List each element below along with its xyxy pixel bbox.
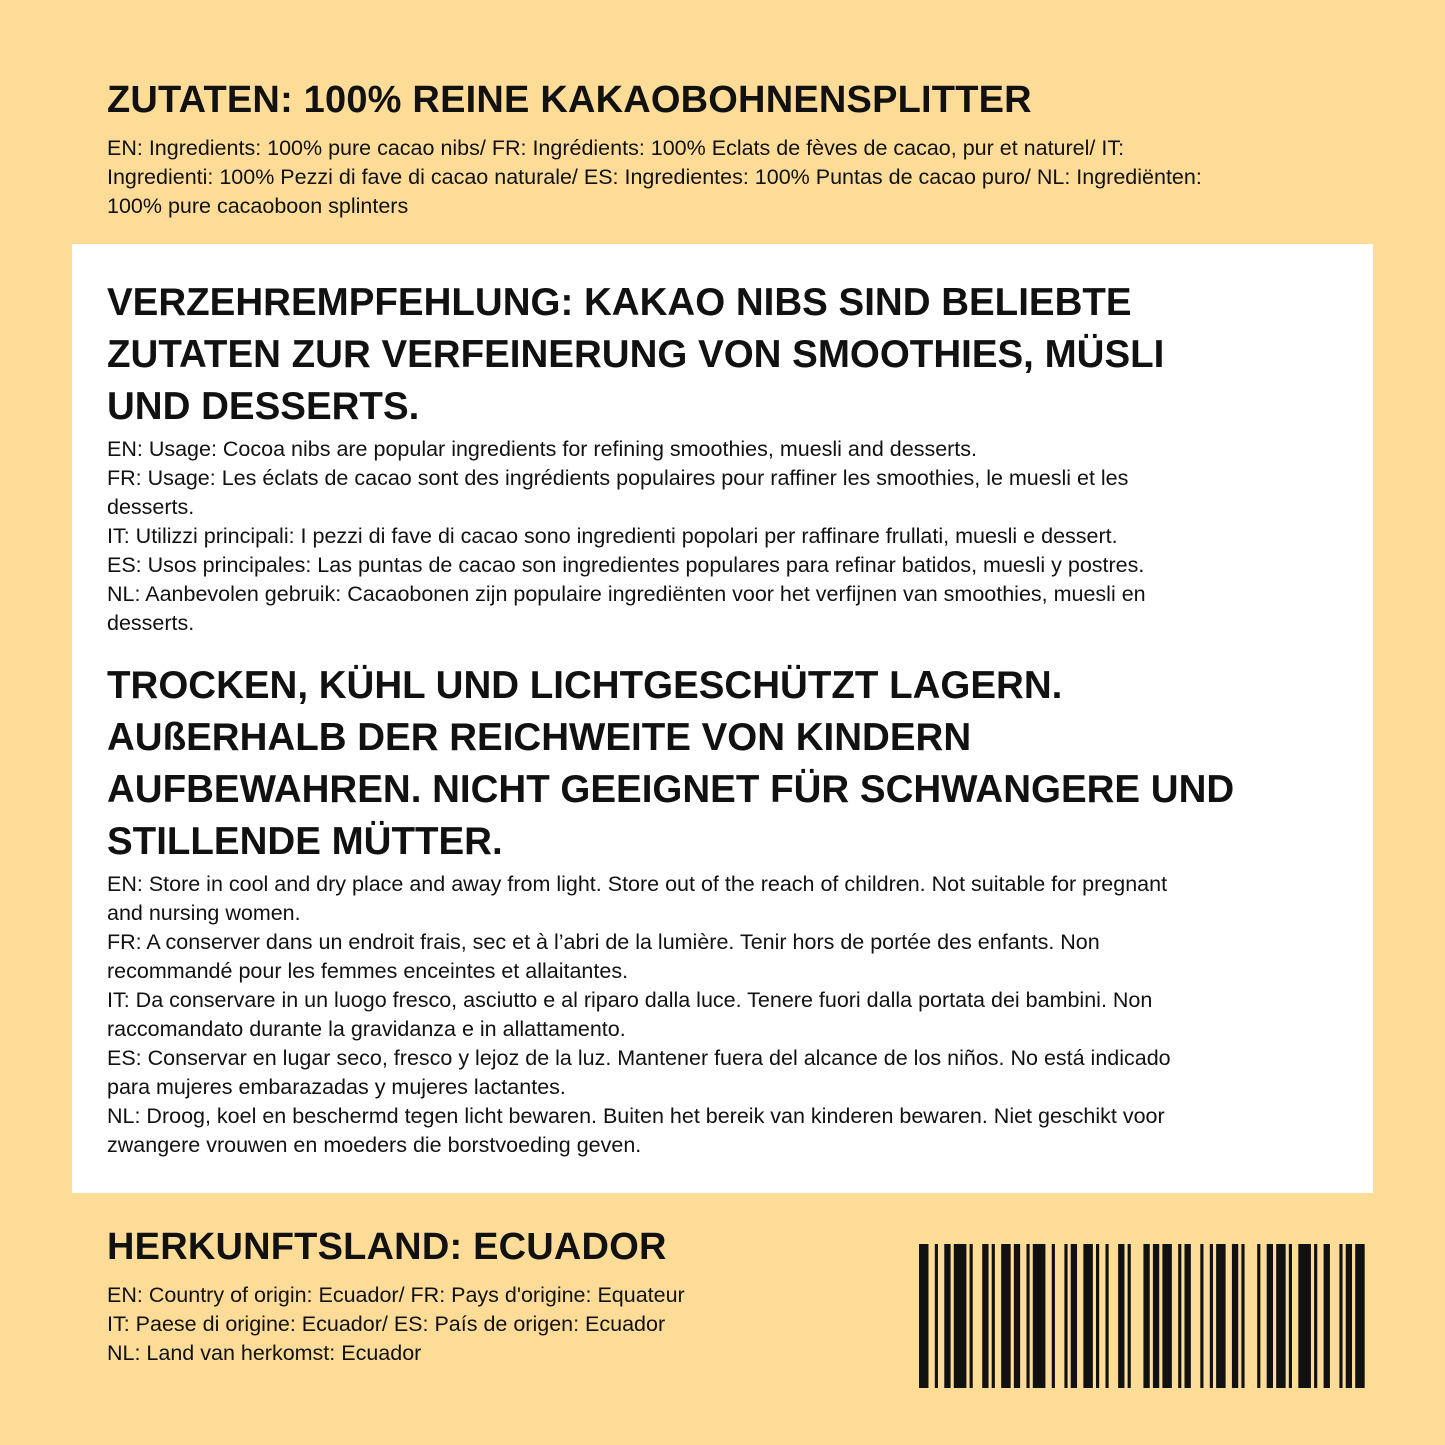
barcode-bar xyxy=(1026,1244,1029,1388)
barcode-bar xyxy=(1096,1244,1099,1388)
barcode-bar xyxy=(1178,1244,1181,1388)
barcode-bar xyxy=(944,1244,950,1388)
barcode-bar xyxy=(1216,1244,1225,1388)
origin-section xyxy=(107,1225,867,1368)
barcode-bar xyxy=(1257,1244,1260,1388)
barcode-bar xyxy=(992,1244,995,1388)
barcode-bar xyxy=(935,1244,938,1388)
barcode-bar xyxy=(1052,1244,1055,1388)
barcode-bar xyxy=(1355,1244,1364,1388)
barcode-bar xyxy=(1014,1244,1020,1388)
barcode-bar xyxy=(1118,1244,1124,1388)
barcode-bar xyxy=(1314,1244,1317,1388)
ingredients-heading: ZUTATEN: 100% REINE KAKAOBOHNENSPLITTER xyxy=(107,79,1032,121)
barcode-bar xyxy=(1267,1244,1273,1388)
storage-nl: NL: Droog, koel en beschermd tegen licht bewaren. Buiten het bereik van kinderen bewaren. Niet geschikt voor zwangere vrouwen en moeders die borstvoeding geven. xyxy=(107,1104,1165,1157)
usage-en: EN: Usage: Cocoa nibs are popular ingredients for refining smoothies, muesli and desserts. xyxy=(107,437,978,461)
usage-fr: FR: Usage: Les éclats de cacao sont des ingrédients populaires pour raffiner les smoothies, le muesli et les desserts. xyxy=(107,466,1129,519)
barcode-bar xyxy=(1276,1244,1285,1388)
barcode-bar xyxy=(1241,1244,1244,1388)
usage-it: IT: Utilizzi principali: I pezzi di fave di cacao sono ingredienti popolari per raffinare frullati, muesli e dessert. xyxy=(107,524,1118,548)
storage-section xyxy=(107,660,1347,1160)
barcode-bar xyxy=(1105,1244,1108,1388)
info-panel xyxy=(72,244,1373,1193)
origin-line-2: IT: Paese di origine: Ecuador/ ES: País de origen: Ecuador xyxy=(107,1312,666,1336)
barcode-icon xyxy=(919,1244,1371,1388)
barcode-bar xyxy=(1128,1244,1131,1388)
usage-nl: NL: Aanbevolen gebruik: Cacaobonen zijn populaire ingrediënten voor het verfijnen van smoothies, muesli en desserts. xyxy=(107,582,1146,635)
storage-heading: TROCKEN, KÜHL UND LICHTGESCHÜTZT LAGERN. AUßERHALB DER REICHWEITE VON KINDERN AUFBEWAHREN. NICHT GEEIGNET FÜR SCHWANGERE UND STILLENDE MÜTTER. xyxy=(107,664,1235,863)
ingredients-section xyxy=(107,78,1347,221)
barcode-bar xyxy=(1289,1244,1292,1388)
barcode-bar xyxy=(1339,1244,1342,1388)
ingredients-translations: EN: Ingredients: 100% pure cacao nibs/ FR: Ingrédients: 100% Eclats de fèves de cacao, pur et naturel/ IT: Ingredienti: 100% Pezzi di fave di cacao naturale/ ES: Ingredientes: 100% Puntas de cacao puro/ NL: Ingrediënten: 100% pure cacaoboon splinters xyxy=(107,136,1202,218)
barcode-bar xyxy=(1232,1244,1238,1388)
barcode-bar xyxy=(1185,1244,1191,1388)
barcode-bar xyxy=(1298,1244,1311,1388)
barcode-bar xyxy=(1210,1244,1213,1388)
barcode-bar xyxy=(1346,1244,1352,1388)
barcode-bar xyxy=(1162,1244,1171,1388)
barcode-bar xyxy=(1083,1244,1092,1388)
barcode-bar xyxy=(970,1244,973,1388)
barcode-bar xyxy=(1143,1244,1149,1388)
barcode-bar xyxy=(1001,1244,1010,1388)
barcode-bar xyxy=(919,1244,928,1388)
barcode-bar xyxy=(1071,1244,1077,1388)
storage-es: ES: Conservar en lugar seco, fresco y lejoz de la luz. Mantener fuera del alcance de los niños. No está indicado para mujeres embarazadas y mujeres lactantes. xyxy=(107,1046,1171,1099)
barcode-bar xyxy=(1200,1244,1203,1388)
origin-heading: HERKUNFTSLAND: ECUADOR xyxy=(107,1226,667,1268)
storage-it: IT: Da conservare in un luogo fresco, asciutto e al riparo dalla luce. Tenere fuori dalla portata dei bambini. Non raccomandato durante la gravidanza e in allattamento. xyxy=(107,988,1153,1041)
barcode-bar xyxy=(1153,1244,1159,1388)
barcode-bar xyxy=(1324,1244,1330,1388)
usage-es: ES: Usos principales: Las puntas de cacao son ingredientes populares para refinar batidos, muesli y postres. xyxy=(107,553,1145,577)
barcode-bar xyxy=(982,1244,988,1388)
origin-line-1: EN: Country of origin: Ecuador/ FR: Pays d'origine: Equateur xyxy=(107,1283,685,1307)
usage-heading: VERZEHREMPFEHLUNG: KAKAO NIBS SIND BELIEBTE ZUTATEN ZUR VERFEINERUNG VON SMOOTHIES, MÜSLI UND DESSERTS. xyxy=(107,281,1165,428)
origin-line-3: NL: Land van herkomst: Ecuador xyxy=(107,1341,422,1365)
storage-fr: FR: A conserver dans un endroit frais, sec et à l’abri de la lumière. Tenir hors de portée des enfants. Non recommandé pour les femmes enceintes et allaitantes. xyxy=(107,930,1100,983)
barcode-bar xyxy=(954,1244,967,1388)
usage-section xyxy=(107,277,1347,638)
barcode-bar xyxy=(1064,1244,1067,1388)
storage-en: EN: Store in cool and dry place and away from light. Store out of the reach of children. Not suitable for pregnant and nursing women. xyxy=(107,872,1168,925)
barcode-bar xyxy=(1033,1244,1046,1388)
